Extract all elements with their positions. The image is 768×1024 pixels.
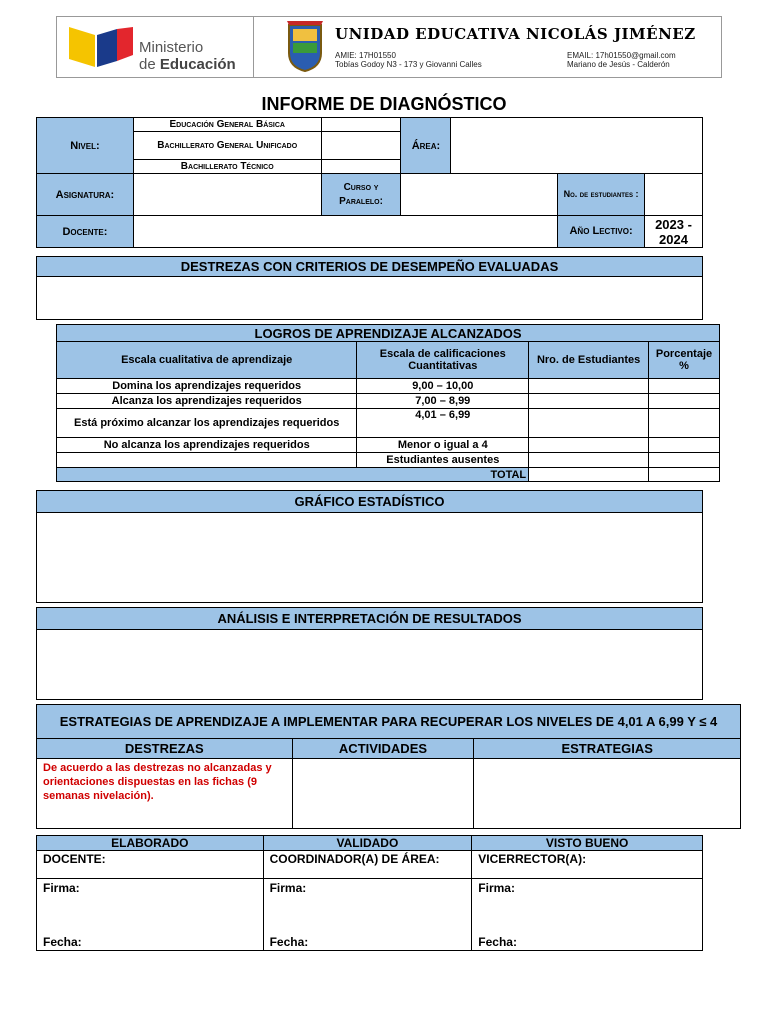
analisis-field[interactable] <box>37 630 703 700</box>
firma-label: Firma: <box>478 881 515 895</box>
num-estudiantes-label: No. de estudiantes : <box>558 174 645 216</box>
info-table <box>36 117 703 248</box>
firma-header-validado: VALIDADO <box>263 836 472 851</box>
role-docente: DOCENTE: <box>37 851 264 879</box>
logros-title: LOGROS DE APRENDIZAJE ALCANZADOS <box>57 325 720 342</box>
school-crest-icon <box>285 19 325 73</box>
grafico-table <box>36 490 703 603</box>
role-coordinador: COORDINADOR(A) DE ÁREA: <box>263 851 472 879</box>
nivel-check-bgu[interactable] <box>321 132 401 160</box>
area-label: Área: <box>401 118 451 174</box>
nivel-label: Nivel: <box>37 118 134 174</box>
school-amie: AMIE: 17H01550 <box>335 51 396 60</box>
total-row <box>57 468 720 482</box>
fecha-label: Fecha: <box>43 935 82 949</box>
signature-cell-coordinador[interactable] <box>263 879 472 951</box>
firma-header-visto-bueno: VISTO BUENO <box>472 836 703 851</box>
ministry-name: Ministerio de Educación <box>139 39 236 73</box>
table-row: Domina los aprendizajes requeridos 9,00 – 10,00 <box>57 379 720 394</box>
role-vicerrector: VICERRECTOR(A): <box>472 851 703 879</box>
firma-header-elaborado: ELABORADO <box>37 836 264 851</box>
analisis-table <box>36 607 703 700</box>
fecha-label: Fecha: <box>269 935 309 949</box>
estrategias-table <box>36 704 741 829</box>
total-nro-field[interactable] <box>529 468 649 482</box>
school-name: UNIDAD EDUCATIVA NICOLÁS JIMÉNEZ <box>335 25 696 43</box>
actividades-field[interactable] <box>292 759 474 829</box>
docente-field[interactable] <box>133 216 557 248</box>
ministry-flag-logo-icon <box>67 25 135 69</box>
destrezas-note: De acuerdo a las destrezas no alcanzadas y orientaciones dispuestas en las fichas (9 semanas nivelación). <box>37 759 293 829</box>
col-actividades: ACTIVIDADES <box>292 739 474 759</box>
school-email: EMAIL: 17h01550@gmail.com <box>567 51 676 60</box>
docente-label: Docente: <box>37 216 134 248</box>
destrezas-evaluadas-title: DESTREZAS CON CRITERIOS DE DESEMPEÑO EVALUADAS <box>37 257 703 277</box>
asignatura-field[interactable] <box>133 174 321 216</box>
col-destrezas: DESTREZAS <box>37 739 293 759</box>
table-row: No alcanza los aprendizajes requeridos Menor o igual a 4 <box>57 438 720 453</box>
estrategias-title: ESTRATEGIAS DE APRENDIZAJE A IMPLEMENTAR PARA RECUPERAR LOS NIVELES DE 4,01 A 6,99 Y ≤ 4 <box>37 705 741 739</box>
anio-lectivo-label: Año Lectivo: <box>558 216 645 248</box>
logros-header-porcentaje: Porcentaje % <box>649 342 720 379</box>
total-label: TOTAL <box>57 468 529 482</box>
logros-header-cualitativa: Escala cualitativa de aprendizaje <box>57 342 357 379</box>
curso-label: Curso y Paralelo: <box>321 174 401 216</box>
destrezas-evaluadas-table <box>36 256 703 320</box>
nivel-check-bt[interactable] <box>321 160 401 174</box>
fecha-label: Fecha: <box>478 935 517 949</box>
asignatura-label: Asignatura: <box>37 174 134 216</box>
grafico-field[interactable] <box>37 513 703 603</box>
nivel-check-egb[interactable] <box>321 118 401 132</box>
destrezas-evaluadas-field[interactable] <box>37 277 703 320</box>
logros-header-nro: Nro. de Estudiantes <box>529 342 649 379</box>
page-title: INFORME DE DIAGNÓSTICO <box>261 94 507 114</box>
firmas-table <box>36 835 703 951</box>
nivel-option-egb: Educación General Básica <box>133 118 321 132</box>
ministry-logo-box <box>57 17 254 77</box>
estrategias-field[interactable] <box>474 759 741 829</box>
logros-table <box>56 324 720 482</box>
total-porcentaje-field[interactable] <box>649 468 720 482</box>
document-header <box>56 16 722 78</box>
nivel-option-bgu: Bachillerato General Unificado <box>133 132 321 160</box>
table-row: Estudiantes ausentes <box>57 453 720 468</box>
table-row: Alcanza los aprendizajes requeridos 7,00 – 8,99 <box>57 394 720 409</box>
curso-field[interactable] <box>401 174 558 216</box>
col-estrategias: ESTRATEGIAS <box>474 739 741 759</box>
school-location: Mariano de Jesús - Calderón <box>567 60 670 69</box>
area-field[interactable] <box>451 118 703 174</box>
nivel-option-bt: Bachillerato Técnico <box>133 160 321 174</box>
school-address: Tobías Godoy N3 - 173 y Giovanni Calles <box>335 60 482 69</box>
logros-header-cuantitativa: Escala de calificaciones Cuantitativas <box>357 342 529 379</box>
signature-cell-vicerrector[interactable] <box>472 879 703 951</box>
signature-cell-docente[interactable] <box>37 879 264 951</box>
num-estudiantes-field[interactable] <box>645 174 703 216</box>
grafico-title: GRÁFICO ESTADÍSTICO <box>37 491 703 513</box>
firma-label: Firma: <box>43 881 80 895</box>
anio-lectivo-value: 2023 - 2024 <box>645 216 703 248</box>
table-row: Está próximo alcanzar los aprendizajes requeridos 4,01 – 6,99 <box>57 409 720 438</box>
firma-label: Firma: <box>269 881 307 895</box>
analisis-title: ANÁLISIS E INTERPRETACIÓN DE RESULTADOS <box>37 608 703 630</box>
